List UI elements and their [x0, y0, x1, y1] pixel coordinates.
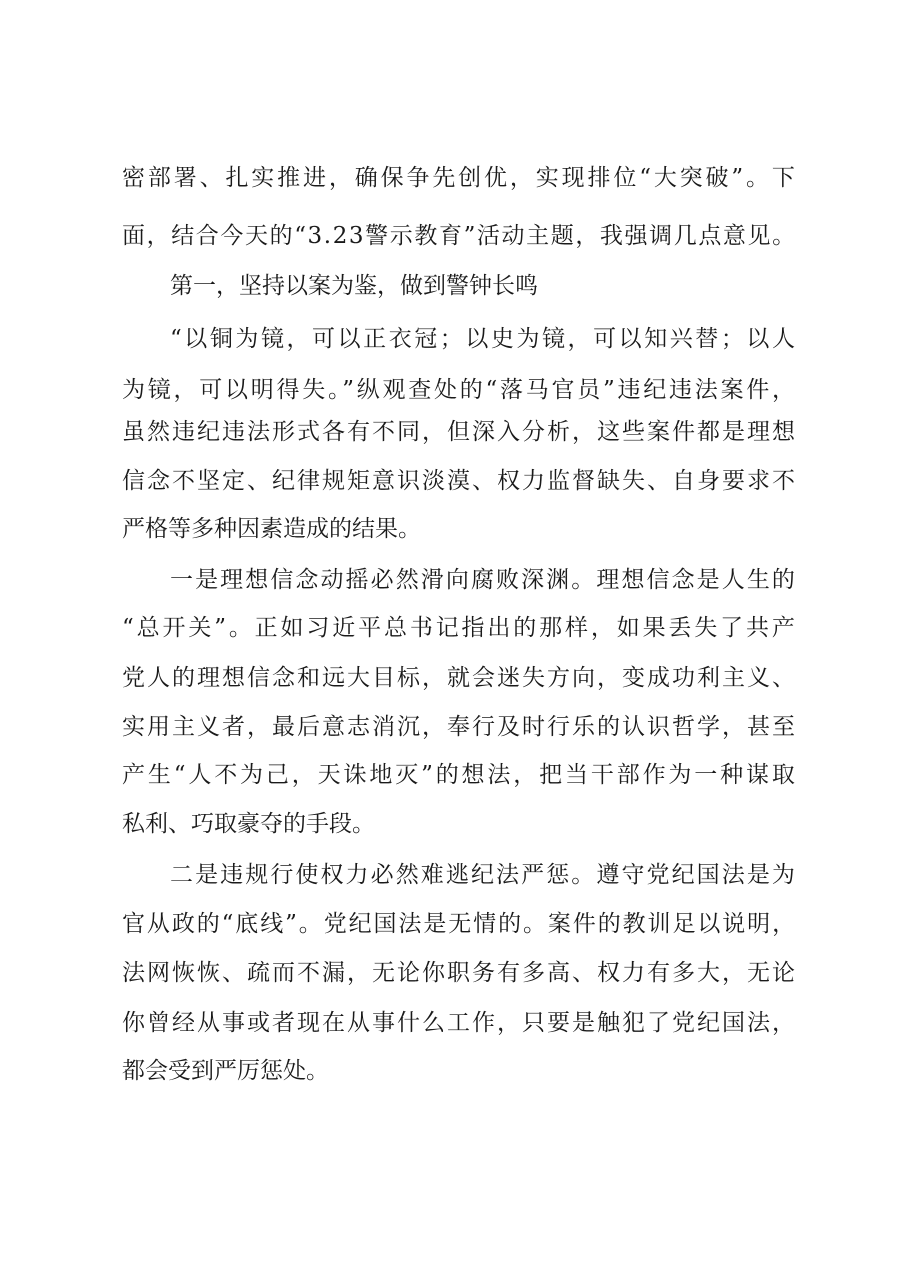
text-line-8 [0, 509, 909, 549]
text-line-16 [0, 904, 909, 944]
text-line-10 [0, 608, 909, 648]
section-heading-1 [0, 266, 909, 306]
text-line-17 [0, 953, 909, 993]
text-line-1 [0, 158, 909, 198]
line-16-text: 官从政的“底线”。党纪国法是无情的。案件的教训足以说明， [122, 911, 797, 937]
line-15-text: 二是违规行使权力必然难逃纪法严惩。遵守党纪国法是为 [170, 862, 797, 888]
line-11-text: 党人的理想信念和远大目标，就会迷失方向，变成功利主义、 [122, 665, 797, 691]
line-19-text: 都会受到严厉惩处。 [122, 1058, 329, 1084]
line-12-text: 实用主义者，最后意志消沉，奉行及时行乐的认识哲学，甚至 [122, 714, 797, 740]
text-line-7 [0, 461, 909, 501]
line-1-text: 密部署、扎实推进，确保争先创优，实现排位“大突破”。下 [122, 165, 798, 191]
text-line-15 [0, 855, 909, 895]
line-9-text: 一是理想信念动摇必然滑向腐败深渊。理想信念是人生的 [170, 567, 797, 593]
text-line-2 [0, 216, 909, 256]
text-line-5 [0, 370, 909, 410]
line-14-text: 私利、巧取豪夺的手段。 [122, 811, 375, 837]
line-7-text: 信念不坚定、纪律规矩意识淡漠、权力监督缺失、自身要求不 [122, 468, 797, 494]
line-17-text: 法网恢恢、疏而不漏，无论你职务有多高、权力有多大，无论 [122, 960, 797, 986]
text-line-14 [0, 804, 909, 844]
line-5-text: 为镜，可以明得失。”纵观查处的“落马官员”违纪违法案件， [122, 377, 798, 403]
line-4-text: “以铜为镜，可以正衣冠；以史为镜，可以知兴替；以人 [170, 326, 798, 352]
heading-1-text: 第一，坚持以案为鉴，做到警钟长鸣 [170, 273, 538, 299]
line-18-text: 你曾经从事或者现在从事什么工作，只要是触犯了党纪国法， [122, 1010, 797, 1036]
text-line-18 [0, 1003, 909, 1043]
text-line-12 [0, 707, 909, 747]
line-6-text: 虽然违纪违法形式各有不同，但深入分析，这些案件都是理想 [122, 419, 797, 445]
line-8-text: 严格等多种因素造成的结果。 [122, 516, 421, 542]
line-2-text: 面，结合今天的“3.23警示教育”活动主题，我强调几点意见。 [122, 223, 797, 249]
text-line-9 [0, 560, 909, 600]
line-10-text: “总开关”。正如习近平总书记指出的那样，如果丢失了共产 [122, 615, 798, 641]
text-line-11 [0, 658, 909, 698]
text-line-6 [0, 412, 909, 452]
text-line-4 [0, 319, 909, 359]
line-13-text: 产生“人不为己，天诛地灭”的想法，把当干部作为一种谋取 [122, 762, 798, 788]
text-line-19 [0, 1051, 909, 1091]
text-line-13 [0, 755, 909, 795]
